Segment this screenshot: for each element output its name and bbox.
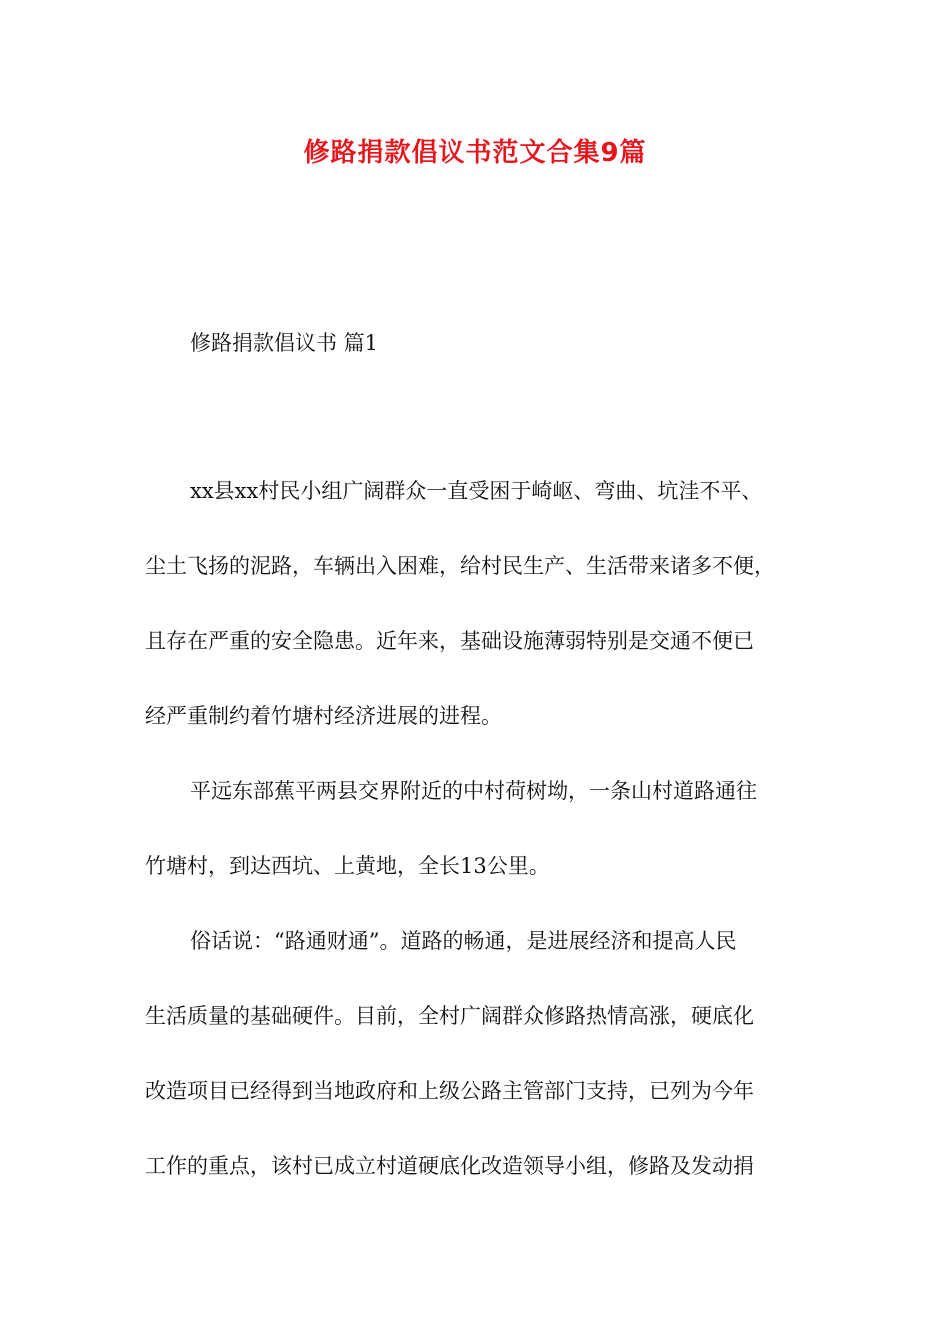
text-line: 平远东部蕉平两县交界附近的中村荷树坳，一条山村道路通往 [190, 779, 757, 803]
text-line: 且存在严重的安全隐患。近年来，基础设施薄弱特别是交通不便已 [145, 629, 754, 653]
text-line: 工作的重点，该村已成立村道硬底化改造领导小组，修路及发动捐 [145, 1154, 754, 1178]
text-line: 改造项目已经得到当地政府和上级公路主管部门支持，已列为今年 [145, 1079, 754, 1103]
text-line: 尘土飞扬的泥路，车辆出入困难，给村民生产、生活带来诸多不便， [145, 554, 775, 578]
text-line: xx县xx村民小组广阔群众一直受困于崎岖、弯曲、坑洼不平、 [190, 479, 763, 503]
text-line: 俗话说：“路通财通”。道路的畅通，是进展经济和提高人民 [190, 929, 737, 953]
section-heading: 修路捐款倡议书 篇1 [190, 331, 379, 355]
text-line: 经严重制约着竹塘村经济进展的进程。 [145, 704, 502, 728]
text-line: 竹塘村，到达西坑、上黄地，全长13公里。 [145, 854, 550, 878]
document-title: 修路捐款倡议书范文合集9篇 [303, 138, 647, 168]
text-line: 生活质量的基础硬件。目前，全村广阔群众修路热情高涨，硬底化 [145, 1004, 754, 1028]
